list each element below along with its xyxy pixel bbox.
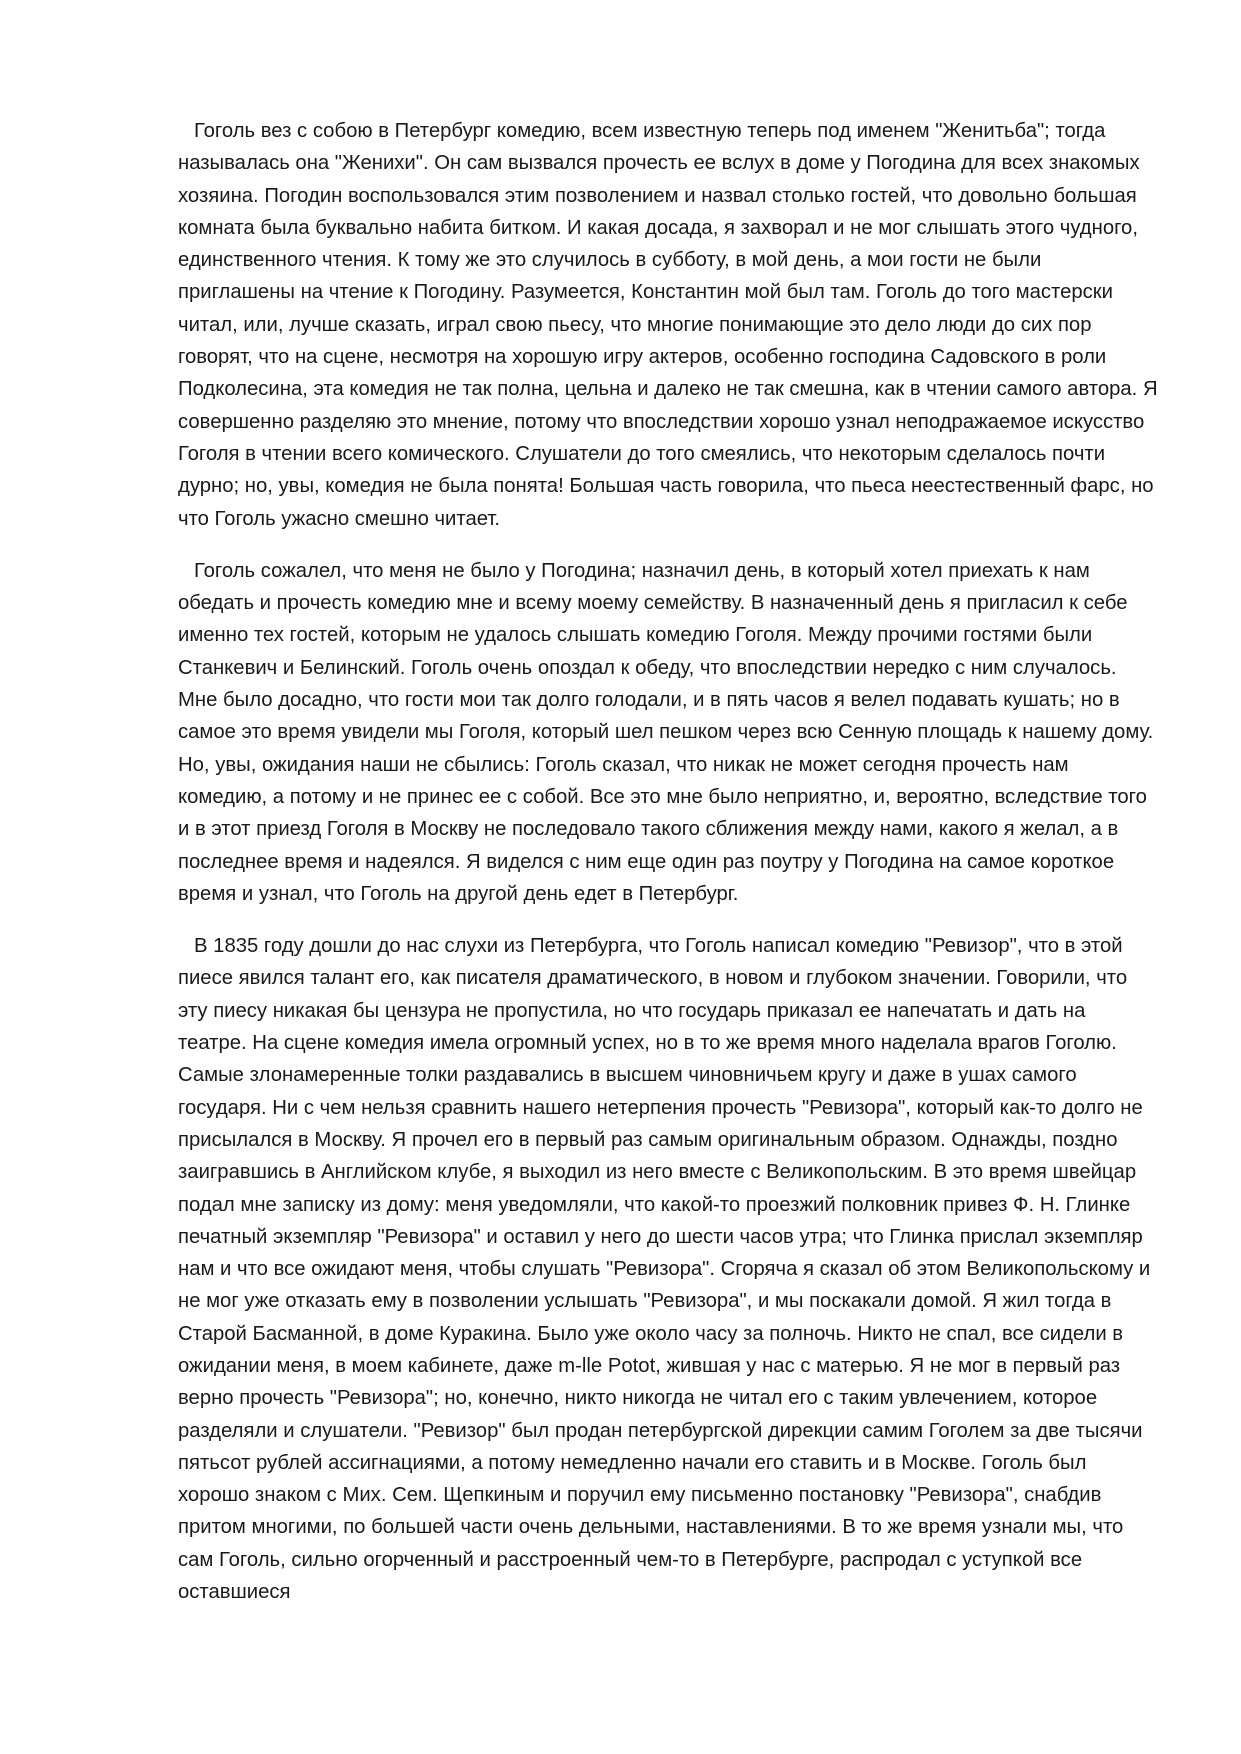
document-body (178, 115, 1158, 1628)
paragraph-zhenitba-reading: Гоголь вез с собою в Петербург комедию, всем известную теперь под именем "Женитьба"; тогда называлась она "Женихи". Он сам вызвался прочесть ее вслух в доме у Погодина для всех знакомых хозяина. Погодин воспользовался этим позволением и назвал столько гостей, что довольно большая комната была буквально набита битком. И какая досада, я захворал и не мог слышать этого чудного, единственного чтения. К тому же это случилось в субботу, в мой день, а мои гости не были приглашены на чтение к Погодину. Разумеется, Константин мой был там. Гоголь до того мастерски читал, или, лучше сказать, играл свою пьесу, что многие понимающие это дело люди до сих пор говорят, что на сцене, несмотря на хорошую игру актеров, особенно господина Садовского в роли Подколесина, эта комедия не так полна, цельна и далеко не так смешна, как в чтении самого автора. Я совершенно разделяю это мнение, потому что впоследствии хорошо узнал неподражаемое искусство Гоголя в чтении всего комического. Слушатели до того смеялись, что некоторым сделалось почти дурно; но, увы, комедия не была понята! Большая часть говорила, что пьеса неестественный фарс, но что Гоголь ужасно смешно читает. (178, 120, 1158, 530)
paragraph-revizor-1835: В 1835 году дошли до нас слухи из Петербурга, что Гоголь написал комедию "Ревизор", что в этой пиесе явился талант его, как писателя драматического, в новом и глубоком значении. Говорили, что эту пиесу никакая бы цензура не пропустила, но что государь приказал ее напечатать и дать на театре. На сцене комедия имела огромный успех, но в то же время много наделала врагов Гоголю. Самые злонамеренные толки раздавались в высшем чиновничьем кругу и даже в ушах самого государя. Ни с чем нельзя сравнить нашего нетерпения прочесть "Ревизора", который как-то долго не присылался в Москву. Я прочел его в первый раз самым оригинальным образом. Однажды, поздно заигравшись в Английском клубе, я выходил из него вместе с Великопольским. В это время швейцар подал мне записку из дому: меня уведомляли, что какой-то проезжий полковник привез Ф. Н. Глинке печатный экземпляр "Ревизора" и оставил у него до шести часов утра; что Глинка прислал экземпляр нам и что все ожидают меня, чтобы слушать "Ревизора". Сгоряча я сказал об этом Великопольскому и не мог уже отказать ему в позволении услышать "Ревизора", и мы поскакали домой. Я жил тогда в Старой Басманной, в доме Куракина. Было уже около часу за полночь. Никто не спал, все сидели в ожидании меня, в моем кабинете, даже m-lle Potot, жившая у нас с матерью. Я не мог в первый раз верно прочесть "Ревизора"; но, конечно, никто никогда не читал его с таким увлечением, которое разделяли и слушатели. "Ревизор" был продан петербургской дирекции самим Гоголем за две тысячи пятьсот рублей ассигнациями, а потому немедленно начали его ставить и в Москве. Гоголь был хорошо знаком с Мих. Сем. Щепкиным и поручил ему письменно постановку "Ревизора", снабдив притом многими, по большей части очень дельными, наставлениями. В то же время узнали мы, что сам Гоголь, сильно огорченный и расстроенный чем-то в Петербурге, распродал с уступкой все оставшиеся (178, 935, 1151, 1604)
paragraph-gogol-dinner: Гоголь сожалел, что меня не было у Погодина; назначил день, в который хотел приехать к нам обедать и прочесть комедию мне и всему моему семейству. В назначенный день я пригласил к себе именно тех гостей, которым не удалось слышать комедию Гоголя. Между прочими гостями были Станкевич и Белинский. Гоголь очень опоздал к обеду, что впоследствии нередко с ним случалось. Мне было досадно, что гости мои так долго голодали, и в пять часов я велел подавать кушать; но в самое это время увидели мы Гоголя, который шел пешком через всю Сенную площадь к нашему дому. Но, увы, ожидания наши не сбылись: Гоголь сказал, что никак не может сегодня прочесть нам комедию, а потому и не принес ее с собой. Все это мне было неприятно, и, вероятно, вследствие того и в этот приезд Гоголя в Москву не последовало такого сближения между нами, какого я желал, а в последнее время и надеялся. Я виделся с ним еще один раз поутру у Погодина на самое короткое время и узнал, что Гоголь на другой день едет в Петербург. (178, 559, 1154, 905)
